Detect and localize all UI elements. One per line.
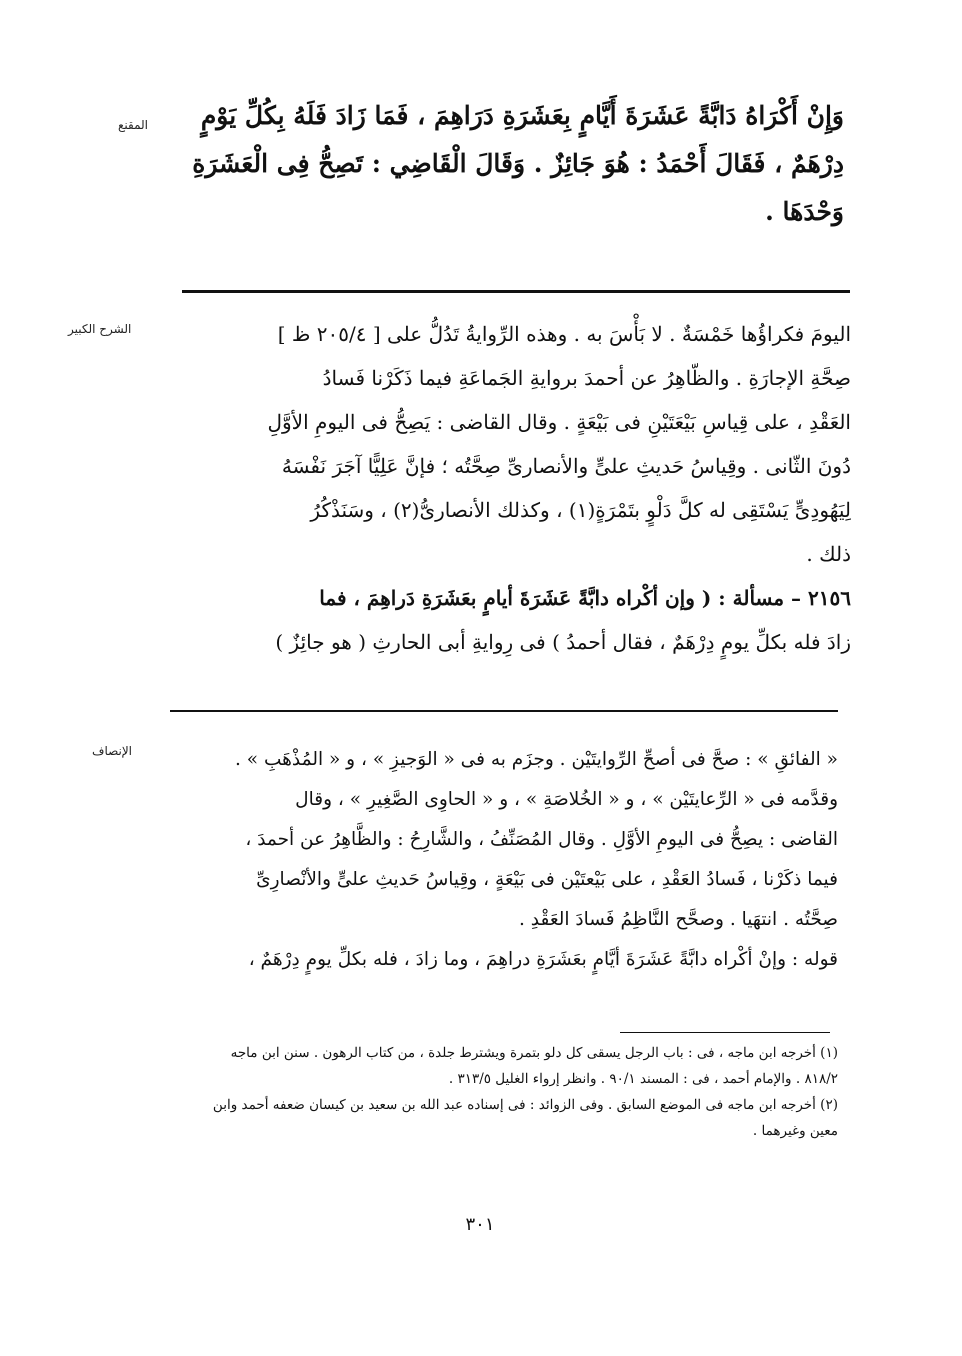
muqni-line: وَإِنْ أَكْرَاهُ دَابَّةً عَشَرَةَ أَيَّامٍ بِعَشَرَةِ دَرَاهِمَ ، فَمَا زَادَ فَلَهُ بِكُلِّ يَوْمٍ [200,101,844,130]
insaf-line: قوله : وإنْ أكْراه دابَّةً عَشَرَةَ أيَّامٍ بعَشَرَةِ دراهِمَ ، وما زادَ ، فله بكلِّ يومٍ دِرْهَمٌ ، [248,949,838,970]
sharh-line: اليومَ فكراؤُها خَمْسَةٌ . لا بَأْسَ به . وهذه الرِّوايةُ تَدُلُّ على [ ٢٠٥/٤ ظ ] [277,322,851,346]
divider-thin [170,710,838,712]
insaf-line: « الفائقِ » : صحَّ فى أصحِّ الرِّوايتَيْن . وجزَم به فى « الوَجيزِ » ، و « المُذْهَبِ » . [235,749,838,770]
sharh-line: لِيَهُودِىٍّ يَسْتَقِى له كلَّ دَلْوٍ بتَمْرَةٍ(١) ، وكذلك الأنصارىُّ(٢) ، وسَنَذْكُرُ [310,498,851,522]
footnote-line: (٢) أخرجه ابن ماجه فى الموضع السابق . وفى الزوائد : فى إسناده عبد الله بن سعيد بن كيسان ضعفه أحمد وابن [212,1097,838,1113]
sharh-line: صِحَّةِ الإجارَةِ . والظّاهِرُ عن أحمدَ بروايةِ الجَماعَةِ فيما ذَكَرْنا فَسادُ [322,366,851,390]
muqni-line: دِرْهَمٌ ، فَقَالَ أَحْمَدُ : هُوَ جَائِزٌ . وَقَالَ الْقَاضِي : تَصِحُّ فِى الْعَشَرَةِ [192,149,844,178]
sharh-text [136,312,851,664]
muqni-text [176,92,844,236]
masala-line: زادَ فله بكلِّ يومٍ دِرْهَمٌ ، فقال أحمدُ ) فى رِوايةِ أبى الحارثِ ( هو جائِزٌ ) [275,630,851,654]
divider-thick [182,290,850,293]
footnotes [160,1040,838,1144]
insaf-line: وقدَّمه فى « الرِّعايتَيْن » ، و « الخُلاصَةِ » ، و « الحاوِى الصَّغِيرِ » ، وقال [295,789,838,810]
section-label-sharh: الشرح الكبير [68,322,132,336]
page-number: ٣٠١ [465,1214,495,1235]
sharh-line: ذلك . [806,542,851,566]
sharh-line: دُونَ الثّانى . وقِياسُ حَديثِ علىٍّ والأنصارىِّ صِحَّتُه ؛ فإنَّ عَلِيًّا آجَرَ نَفْسَهُ [281,454,851,478]
footnote-divider [620,1032,830,1033]
footnote-line: معين وغيرهما . [752,1123,838,1139]
footnote-line: ٨١٨/٢ . والإمام أحمد ، فى : المسند ٩٠/١ . وانظر إرواء الغليل ٣١٣/٥ . [448,1071,838,1087]
section-label-muqni: المقنع [118,118,149,132]
masala-line: ٢١٥٦ – مسألة : ( وإن أكْراه دابَّةً عَشَرَةَ أيامٍ بعَشَرَةِ دَراهِمَ ، فما [319,586,851,610]
section-label-insaf: الإنصاف [92,744,133,758]
insaf-line: القاضى : يصِحُّ فى اليومِ الأوَّلِ . وقال المُصَنِّفُ ، والشَّارِحُ : والظَّاهِرُ عن أحمدَ ، [245,829,838,850]
insaf-line: صِحَّتُه . انتهَيا . وصحَّح النَّاظِمُ فَسادَ العَقْدِ . [518,909,838,930]
muqni-line: وَحْدَهَا . [765,197,844,226]
footnote-line: (١) أخرجه ابن ماجه ، فى : باب الرجل يسقى كل دلو بتمرة ويشترط جلدة ، من كتاب الرهون . سنن ابن ماجه [230,1045,838,1061]
insaf-line: فيما ذكَرْنا ، فَسادُ العَقْدِ ، على بَيْعتَيْن فى بَيْعَةٍ ، وقِياسُ حَديثِ علىٍّ والأنْصارِىِّ [256,869,838,890]
insaf-text [128,740,838,980]
sharh-line: العَقْدِ ، على قِياسِ بَيْعَتَيْنِ فى بَيْعَةٍ . وقال القاضى : يَصِحُّ فى اليومِ الأوَّلِ [267,410,851,434]
